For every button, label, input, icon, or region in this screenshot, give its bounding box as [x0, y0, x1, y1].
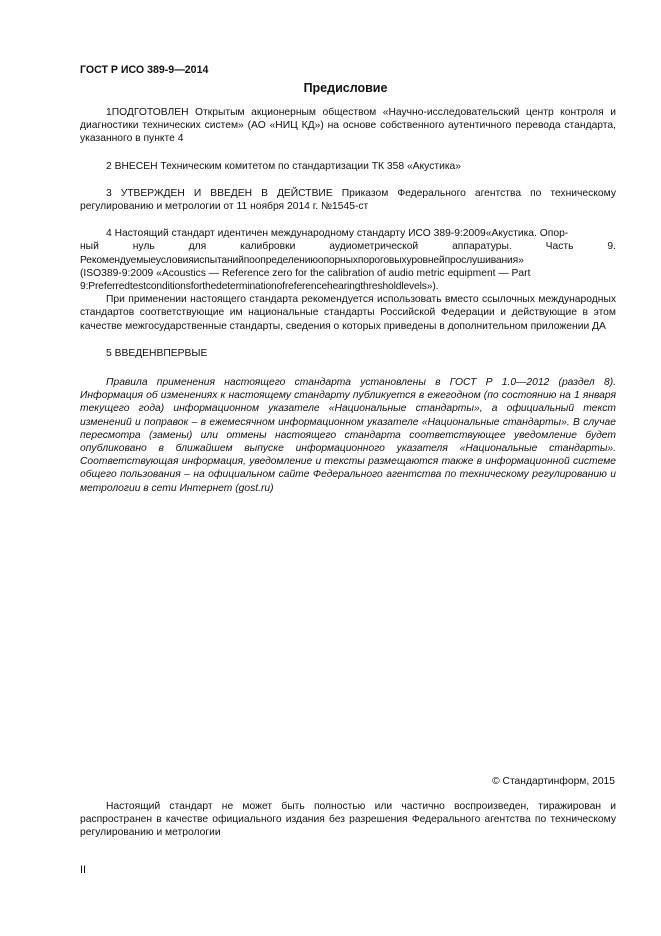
item-4-line-2 — [80, 240, 616, 253]
item-4-word: калибровки — [240, 241, 296, 253]
item-3-approved: 3 УТВЕРЖДЕН И ВВЕДЕН В ДЕЙСТВИЕ Приказом Федерального агентства по техническому регулированию и метрологии от 11 ноября 2014 г. №1545-ст — [80, 187, 616, 213]
item-4-line-5: 9:Preferredtestconditionsforthedeterminationofreferencehearingthresholdlevels»). — [80, 281, 439, 293]
document-code: ГОСТ Р ИСО 389-9—2014 — [80, 64, 209, 76]
item-4-word: Часть — [545, 241, 574, 253]
item-1-prepared: 1ПОДГОТОВЛЕН Открытым акционерным обществом «Научно-исследовательский центр контроля и диагностики технических систем» (АО «НИЦ КД») на основе собственного аутентичного перевода стандарта, указанного в пункте 4 — [80, 107, 616, 145]
item-4-word: аудиометрической — [329, 241, 419, 253]
item-5-first-introduced: 5 ВВЕДЕНВПЕРВЫЕ — [106, 347, 208, 359]
page-number: II — [80, 864, 87, 876]
usage-rules-notice: Правила применения настоящего стандарта установлены в ГОСТ Р 1.0—2012 (раздел 8). Информация об изменениях к настоящему стандарту публикуется в ежегодном (по состоянию на 1 января текущего года) информационном указателе «Национальные стандарты», а официальный текст изменений и поправок – в ежемесячном информационном указателе «Национальные стандарты». В случае пересмотра (замены) или отмены настоящего стандарта соответствующее уведомление будет опубликовано в ближайшем выпуске информационного указателя «Национальные стандарты». Соответствующая информация, уведомление и тексты размещаются также в информационной системе общего пользования – на официальном сайте Федерального агентства по техническому регулированию и метрологии в сети Интернет (gost.ru) — [80, 377, 616, 494]
foreword-body — [80, 106, 616, 495]
item-4-line-3: Рекомендуемыеусловияиспытанийпоопределениюопорныхпороговыхуровнейпрослушивания» — [80, 254, 524, 266]
reproduction-notice-text: Настоящий стандарт не может быть полностью или частично воспроизведен, тиражирован и распространен в качестве официального издания без разрешения Федерального агентства по техническому регулированию и метрологии — [80, 801, 616, 839]
item-4-word: нуль — [132, 241, 155, 253]
page-title: Предисловие — [303, 81, 388, 95]
item-4-word: ный — [80, 241, 99, 253]
item-4-word: для — [188, 241, 207, 253]
item-4-line-4: (ISO389-9:2009 «Acoustics — Reference zero for the calibration of audio metric equipment — Part — [80, 267, 531, 279]
item-2-introduced: 2 ВНЕСЕН Техническим комитетом по стандартизации ТК 358 «Акустика» — [106, 160, 462, 172]
reproduction-notice — [80, 800, 616, 840]
item-4-word: 9. — [607, 241, 616, 253]
item-4-identical — [80, 227, 616, 293]
item-4-application-note: При применении настоящего стандарта рекомендуется использовать вместо ссылочных международных стандартов соответствующие им национальные стандарты Российской Федерации и действующие в этом качестве межгосударственные стандарты, сведения о которых приведены в дополнительном приложении ДА — [80, 294, 616, 332]
copyright-notice: © Стандартинформ, 2015 — [492, 776, 615, 787]
item-4-word: аппаратуры. — [452, 241, 512, 253]
item-4-line-1: 4 Настоящий стандарт идентичен международному стандарту ИСО 389-9:2009«Акустика. Опор- — [106, 228, 569, 240]
